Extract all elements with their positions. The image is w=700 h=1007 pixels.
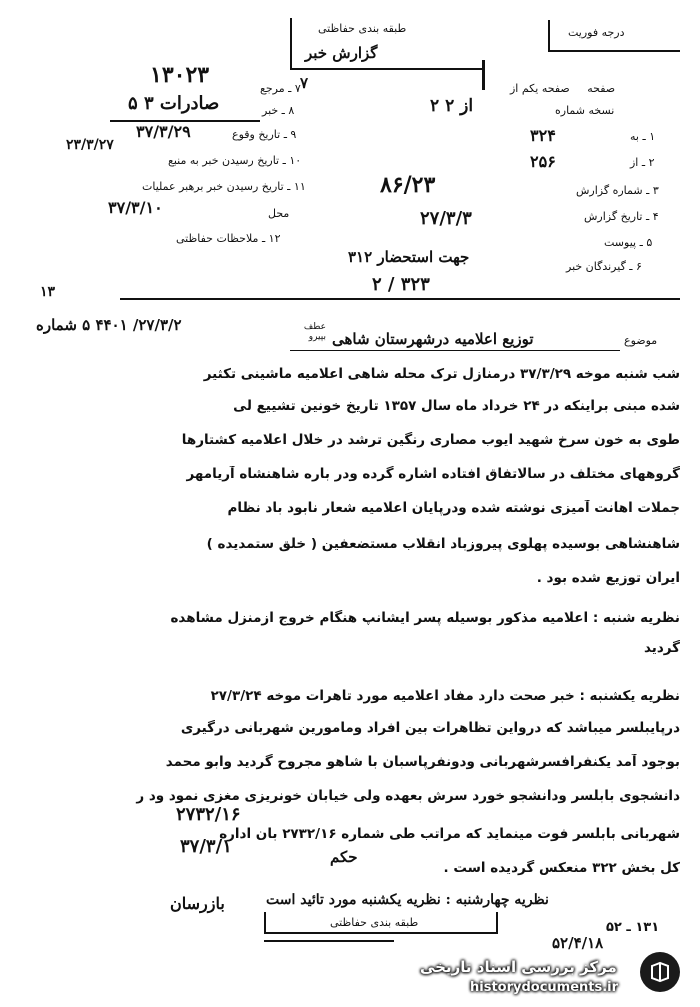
body-line: نظریه شنبه : اعلامیه مذکور بوسیله پسر ایشانپ هنگام خروج ازمنزل مشاهده	[170, 610, 680, 626]
approval-handwritten: حکم	[330, 848, 358, 866]
ref-number-handwritten: ۲۷۳۲/۱۶	[176, 804, 241, 825]
date-handwritten: ۳۷/۳/۲۹	[136, 122, 191, 141]
from-handwritten: ۲۵۶	[530, 152, 556, 171]
field-report-number: ۳ ـ شماره گزارش	[576, 184, 659, 197]
body-line: طوی به خون سرخ شهید ایوب مصاری رنگین ترشد در خلال اعلامیه کشتارها	[181, 432, 680, 448]
classification-label: طبقه بندی حفاظتی	[318, 22, 407, 35]
footer-classification: طبقه بندی حفاظتی	[330, 916, 419, 929]
body-line: شهربانی بابلسر فوت مینماید که مراتب طی شماره ۲۷۳۲/۱۶ بان اداره	[219, 826, 680, 842]
footer-serial: ۱۳۱ ـ ۵۲	[606, 920, 660, 935]
report-type-title: گزارش خبر	[305, 44, 378, 62]
to-handwritten: ۳۲۴	[530, 126, 556, 145]
subject-underline	[290, 350, 620, 351]
footer-opinion: نظریه چهارشنبه : نظریه یکشنبه مورد تائید است	[266, 892, 549, 908]
field-news-to-leader-date: ۱۱ ـ تاریخ رسیدن خبر برهبر عملیات	[142, 180, 306, 193]
body-line: ایران توزیع شده بود .	[536, 570, 680, 586]
field-occurrence-date: ۹ ـ تاریخ وقوع	[232, 128, 297, 141]
doc-number-handwritten: ۱۳۰۲۳	[150, 62, 210, 88]
date2-handwritten: ۲۳/۳/۲۷	[66, 137, 114, 153]
side-number-handwritten: ۱۳	[40, 284, 56, 300]
body-line: نظریه یکشنبه : خبر صحت دارد مفاد اعلامیه مورد تاهرات موخه ۲۷/۳/۲۴	[210, 688, 680, 704]
body-line: گروههای مختلف در سالاتفاق افتاده اشاره گرده ودر باره شاهنشاه آریامهر	[186, 466, 680, 482]
subject-label: موضوع	[624, 334, 658, 347]
body-line: شاهنشاهی بوسیده پهلوی پیروزباد انقلاب مستضعفین ( خلق ستمدیده )	[206, 536, 680, 552]
body-line: شده مبنی براینکه در ۲۴ خرداد ماه سال ۱۳۵۷ تاریخ خونین تشییع لی	[233, 398, 680, 414]
field-news: ۸ ـ خبر	[262, 104, 295, 117]
body-line: دانشجوی بابلسر ودانشجو خورد سرش بعهده ولی خیابان خونریزی مغزی نمود ود ر	[136, 788, 680, 804]
watermark-name: مرکز بررسی اسناد تاریخی	[420, 958, 617, 976]
priority-box	[548, 20, 680, 52]
body-line: جملات اهانت آمیزی نوشته شده ودرپایان اعلامیه شعار نابود باد نظام	[227, 500, 680, 516]
header-bottom-rule	[120, 298, 680, 300]
footer-rule-left	[264, 940, 394, 942]
origin-handwritten: ۲۷/۳/۲/ ۴۴۰۱ ۵ شماره	[36, 316, 182, 334]
report-number-handwritten: ۸۶/۲۳	[380, 172, 436, 198]
body-line: بوجود آمد یکنفرافسرشهربانی ودونفرپاسبان با شاهو مجروح گردید وابو محمد	[165, 754, 680, 770]
field-report-date: ۴ ـ تاریخ گزارش	[584, 210, 659, 223]
report-date-handwritten: ۲۷/۳/۳	[420, 208, 472, 229]
body-line: درپایبلسر میباشد که درواین تظاهرات بین افراد ومامورین شهربانی درگیری	[180, 720, 680, 736]
field-news-to-source-date: ۱۰ ـ تاریخ رسیدن خبر به منبع	[168, 154, 302, 167]
body-line: کل بخش ۳۲۲ منعکس گردیده است .	[443, 860, 680, 876]
watermark-logo-icon	[640, 952, 680, 992]
footer-date-handwritten: ۵۲/۴/۱۸	[552, 934, 604, 952]
field-from: ۲ ـ از	[630, 156, 655, 169]
watermark-url: historydocuments.ir	[470, 980, 619, 995]
field-source: ۷ ـ مرجع	[260, 82, 301, 95]
subject-text: توزیع اعلامیه درشهرستان شاهی	[332, 330, 534, 348]
recipients-handwritten: ۳۱۲ جهت استحضار	[348, 248, 470, 266]
receipt-handwritten: ۵ صادرات ۳	[128, 93, 220, 114]
priority-label: درجه فوریت	[568, 26, 625, 39]
field-location: محل	[268, 207, 290, 220]
ref-date-handwritten: ۳۷/۳/۱	[180, 836, 232, 857]
field-to: ۱ ـ به	[630, 130, 656, 143]
body-line: گردید	[643, 640, 680, 656]
sheet-handwritten: ۷	[300, 74, 309, 92]
field-copy-number: نسخه شماره	[555, 104, 615, 117]
field-recipients: ۶ ـ گیرندگان خبر	[566, 260, 642, 273]
signature-handwritten: بازرسان	[170, 894, 225, 913]
field-attachment: ۵ ـ پیوست	[604, 236, 653, 249]
recipients-handwritten-2: ۲ / ۳۲۳	[372, 274, 430, 295]
field-security-notes: ۱۲ ـ ملاحظات حفاظتی	[176, 232, 281, 245]
header-divider	[482, 60, 485, 90]
body-line: شب شنبه موخه ۳۷/۳/۲۹ درمنازل ترک محله شاهی اعلامیه ماشینی تکثیر	[203, 366, 680, 382]
field-page: صفحه صفحه یکم از	[510, 82, 616, 95]
date3-handwritten: ۳۷/۳/۱۰	[108, 198, 163, 217]
copy-number-handwritten: ۲ از ۲	[430, 96, 474, 116]
subject-note: عطف بپیرو	[303, 322, 326, 342]
